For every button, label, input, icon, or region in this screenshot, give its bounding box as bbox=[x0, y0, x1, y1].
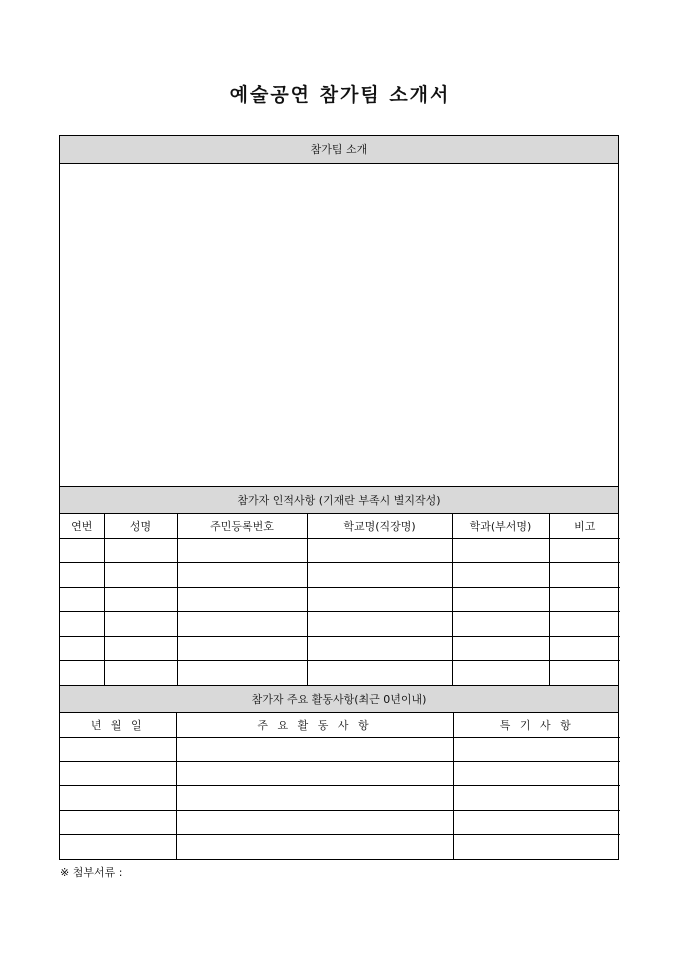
table-row bbox=[60, 563, 620, 588]
column-header-name: 성명 bbox=[104, 514, 177, 538]
table-cell[interactable] bbox=[104, 612, 177, 637]
team-intro-textarea[interactable] bbox=[60, 164, 618, 486]
table-cell[interactable] bbox=[549, 563, 620, 588]
table-row bbox=[60, 538, 620, 563]
table-cell[interactable] bbox=[60, 786, 176, 810]
application-form bbox=[59, 135, 619, 860]
table-cell[interactable] bbox=[177, 612, 307, 637]
activities-header-row bbox=[60, 713, 620, 737]
table-cell[interactable] bbox=[549, 612, 620, 637]
table-row bbox=[60, 810, 620, 834]
table-row bbox=[60, 786, 620, 810]
table-row bbox=[60, 661, 620, 686]
table-cell[interactable] bbox=[453, 786, 620, 810]
table-cell[interactable] bbox=[104, 563, 177, 588]
table-cell[interactable] bbox=[177, 636, 307, 661]
table-cell[interactable] bbox=[452, 563, 549, 588]
activities-table bbox=[60, 713, 620, 859]
table-cell[interactable] bbox=[60, 538, 104, 563]
table-row bbox=[60, 761, 620, 785]
table-cell[interactable] bbox=[307, 661, 452, 686]
table-cell[interactable] bbox=[104, 538, 177, 563]
participants-table bbox=[60, 514, 620, 685]
activities-header: 참가자 주요 활동사항(최근 0년이내) bbox=[60, 685, 618, 713]
attachments-label: ※ 첨부서류 : bbox=[60, 866, 123, 879]
table-cell[interactable] bbox=[452, 587, 549, 612]
table-cell[interactable] bbox=[452, 612, 549, 637]
table-cell[interactable] bbox=[104, 587, 177, 612]
table-cell[interactable] bbox=[60, 835, 176, 859]
participants-header-row bbox=[60, 514, 620, 538]
column-header-department: 학과(부서명) bbox=[452, 514, 549, 538]
table-cell[interactable] bbox=[60, 661, 104, 686]
table-row bbox=[60, 636, 620, 661]
table-row bbox=[60, 612, 620, 637]
column-header-remarks: 비고 bbox=[549, 514, 620, 538]
table-cell[interactable] bbox=[176, 786, 453, 810]
column-header-number: 연번 bbox=[60, 514, 104, 538]
column-header-resident-id: 주민등록번호 bbox=[177, 514, 307, 538]
table-cell[interactable] bbox=[452, 636, 549, 661]
table-cell[interactable] bbox=[549, 538, 620, 563]
table-cell[interactable] bbox=[549, 587, 620, 612]
table-cell[interactable] bbox=[307, 587, 452, 612]
team-intro-header: 참가팀 소개 bbox=[60, 136, 618, 164]
table-row bbox=[60, 835, 620, 859]
table-cell[interactable] bbox=[307, 636, 452, 661]
table-cell[interactable] bbox=[176, 737, 453, 761]
table-cell[interactable] bbox=[177, 661, 307, 686]
table-cell[interactable] bbox=[177, 538, 307, 563]
table-row bbox=[60, 737, 620, 761]
table-cell[interactable] bbox=[307, 612, 452, 637]
table-cell[interactable] bbox=[60, 761, 176, 785]
table-cell[interactable] bbox=[176, 761, 453, 785]
column-header-special-notes: 특 기 사 항 bbox=[453, 713, 620, 737]
table-cell[interactable] bbox=[177, 563, 307, 588]
table-cell[interactable] bbox=[549, 636, 620, 661]
table-cell[interactable] bbox=[453, 835, 620, 859]
table-cell[interactable] bbox=[104, 661, 177, 686]
column-header-school: 학교명(직장명) bbox=[307, 514, 452, 538]
table-cell[interactable] bbox=[60, 612, 104, 637]
table-cell[interactable] bbox=[176, 810, 453, 834]
table-cell[interactable] bbox=[453, 761, 620, 785]
table-cell[interactable] bbox=[453, 810, 620, 834]
document-title: 예술공연 참가팀 소개서 bbox=[229, 84, 451, 106]
table-cell[interactable] bbox=[549, 661, 620, 686]
table-cell[interactable] bbox=[452, 538, 549, 563]
table-row bbox=[60, 587, 620, 612]
table-cell[interactable] bbox=[177, 587, 307, 612]
table-cell[interactable] bbox=[60, 636, 104, 661]
participants-header: 참가자 인적사항 (기재란 부족시 별지작성) bbox=[60, 486, 618, 514]
column-header-main-activities: 주 요 활 동 사 항 bbox=[176, 713, 453, 737]
table-cell[interactable] bbox=[60, 810, 176, 834]
column-header-date: 년 월 일 bbox=[60, 713, 176, 737]
table-cell[interactable] bbox=[453, 737, 620, 761]
table-cell[interactable] bbox=[307, 538, 452, 563]
table-cell[interactable] bbox=[307, 563, 452, 588]
table-cell[interactable] bbox=[176, 835, 453, 859]
table-cell[interactable] bbox=[60, 587, 104, 612]
table-cell[interactable] bbox=[452, 661, 549, 686]
table-cell[interactable] bbox=[104, 636, 177, 661]
table-cell[interactable] bbox=[60, 737, 176, 761]
table-cell[interactable] bbox=[60, 563, 104, 588]
